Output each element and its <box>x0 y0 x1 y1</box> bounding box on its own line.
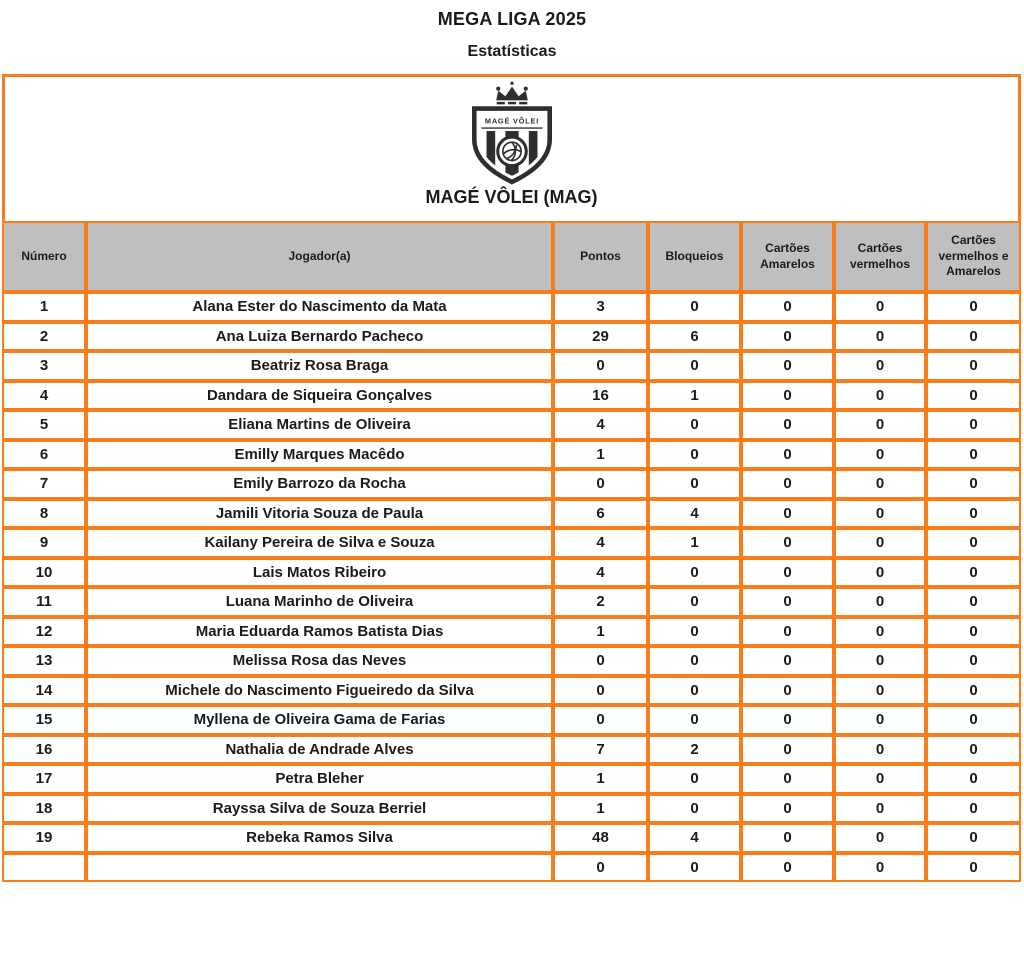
player-name-cell: Lais Matos Ribeiro <box>86 558 553 588</box>
page-subtitle: Estatísticas <box>467 43 557 60</box>
stat-cell: 1 <box>553 617 648 647</box>
stat-cell: 0 <box>553 469 648 499</box>
player-name-cell: Emily Barrozo da Rocha <box>86 469 553 499</box>
stat-cell: 0 <box>741 853 834 883</box>
stat-cell: 0 <box>834 853 926 883</box>
player-number-cell: 14 <box>2 676 86 706</box>
stat-cell: 0 <box>926 469 1021 499</box>
player-number-cell: 12 <box>2 617 86 647</box>
stat-cell: 0 <box>834 410 926 440</box>
stat-cell: 0 <box>834 676 926 706</box>
stat-cell: 0 <box>834 499 926 529</box>
stat-cell: 0 <box>553 676 648 706</box>
stat-cell: 0 <box>834 381 926 411</box>
stat-cell: 0 <box>741 705 834 735</box>
player-name-cell: Maria Eduarda Ramos Batista Dias <box>86 617 553 647</box>
stat-cell: 1 <box>553 764 648 794</box>
crown-icon <box>496 82 528 105</box>
table-row <box>2 705 1021 735</box>
stat-cell: 0 <box>926 528 1021 558</box>
player-number-cell: 9 <box>2 528 86 558</box>
crest-text: MAGÉ VÔLEI <box>484 116 539 126</box>
player-name-cell: Melissa Rosa das Neves <box>86 646 553 676</box>
player-number-cell: 10 <box>2 558 86 588</box>
stat-cell: 0 <box>926 499 1021 529</box>
page-title: MEGA LIGA 2025 <box>437 9 587 29</box>
player-name-cell: Kailany Pereira de Silva e Souza <box>86 528 553 558</box>
player-number-cell: 13 <box>2 646 86 676</box>
stat-cell: 0 <box>648 587 741 617</box>
player-name-cell: Michele do Nascimento Figueiredo da Silva <box>86 676 553 706</box>
stat-cell: 0 <box>741 381 834 411</box>
table-row <box>2 410 1021 440</box>
stat-cell: 0 <box>741 292 834 322</box>
player-name-cell: Nathalia de Andrade Alves <box>86 735 553 765</box>
stat-cell: 0 <box>926 794 1021 824</box>
stat-cell: 0 <box>834 322 926 352</box>
stat-cell: 0 <box>648 558 741 588</box>
player-number-cell: 1 <box>2 292 86 322</box>
table-row <box>2 528 1021 558</box>
stat-cell: 0 <box>926 558 1021 588</box>
stat-cell: 0 <box>926 322 1021 352</box>
column-header: Cartões Amarelos <box>741 221 834 292</box>
stat-cell: 0 <box>926 676 1021 706</box>
stat-cell: 1 <box>648 381 741 411</box>
column-header: Bloqueios <box>648 221 741 292</box>
table-row <box>2 794 1021 824</box>
stat-cell: 0 <box>834 646 926 676</box>
stat-cell: 0 <box>741 646 834 676</box>
stat-cell: 29 <box>553 322 648 352</box>
stats-sheet <box>2 74 1021 882</box>
player-number-cell: 6 <box>2 440 86 470</box>
player-number-cell: 5 <box>2 410 86 440</box>
stat-cell: 0 <box>741 528 834 558</box>
stat-cell: 0 <box>834 705 926 735</box>
table-row <box>2 440 1021 470</box>
stat-cell: 0 <box>834 794 926 824</box>
stat-cell: 0 <box>834 440 926 470</box>
stat-cell: 0 <box>553 705 648 735</box>
table-row <box>2 322 1021 352</box>
table-row <box>2 735 1021 765</box>
mage-volei-crest-icon <box>466 80 558 186</box>
stat-cell: 0 <box>926 646 1021 676</box>
table-row <box>2 823 1021 853</box>
table-row <box>2 292 1021 322</box>
volleyball-icon <box>497 137 526 166</box>
table-row <box>2 499 1021 529</box>
player-number-cell: 2 <box>2 322 86 352</box>
player-name-cell: Luana Marinho de Oliveira <box>86 587 553 617</box>
player-name-cell: Beatriz Rosa Braga <box>86 351 553 381</box>
stat-cell: 0 <box>926 823 1021 853</box>
stat-cell: 2 <box>648 735 741 765</box>
player-name-cell: Alana Ester do Nascimento da Mata <box>86 292 553 322</box>
table-row <box>2 587 1021 617</box>
stat-cell: 0 <box>553 351 648 381</box>
stat-cell: 0 <box>741 410 834 440</box>
stat-cell: 0 <box>926 587 1021 617</box>
player-name-cell: Rebeka Ramos Silva <box>86 823 553 853</box>
stat-cell: 0 <box>741 499 834 529</box>
stat-cell: 0 <box>834 617 926 647</box>
stat-cell: 0 <box>648 440 741 470</box>
stat-cell: 0 <box>648 646 741 676</box>
stat-cell: 0 <box>648 469 741 499</box>
stats-table-body <box>2 292 1021 882</box>
stat-cell: 0 <box>926 292 1021 322</box>
player-name-cell: Eliana Martins de Oliveira <box>86 410 553 440</box>
stat-cell: 4 <box>553 558 648 588</box>
stat-cell: 0 <box>648 705 741 735</box>
stat-cell: 0 <box>926 735 1021 765</box>
stat-cell: 1 <box>553 440 648 470</box>
stat-cell: 0 <box>834 558 926 588</box>
column-header: Número <box>2 221 86 292</box>
table-row <box>2 351 1021 381</box>
table-row <box>2 853 1021 883</box>
stat-cell: 0 <box>926 440 1021 470</box>
stat-cell: 0 <box>648 676 741 706</box>
stat-cell: 1 <box>553 794 648 824</box>
stat-cell: 0 <box>648 410 741 440</box>
player-name-cell: Dandara de Siqueira Gonçalves <box>86 381 553 411</box>
table-row <box>2 558 1021 588</box>
stat-cell: 0 <box>926 410 1021 440</box>
stat-cell: 0 <box>741 823 834 853</box>
stat-cell: 0 <box>648 351 741 381</box>
table-row <box>2 646 1021 676</box>
column-header: Jogador(a) <box>86 221 553 292</box>
player-name-cell: Rayssa Silva de Souza Berriel <box>86 794 553 824</box>
player-number-cell: 7 <box>2 469 86 499</box>
player-name-cell: Emilly Marques Macêdo <box>86 440 553 470</box>
player-name-cell <box>86 853 553 883</box>
stat-cell: 16 <box>553 381 648 411</box>
stat-cell: 0 <box>741 351 834 381</box>
stat-cell: 3 <box>553 292 648 322</box>
stat-cell: 0 <box>926 617 1021 647</box>
player-number-cell: 18 <box>2 794 86 824</box>
stat-cell: 0 <box>648 292 741 322</box>
stat-cell: 0 <box>741 469 834 499</box>
stat-cell: 0 <box>741 558 834 588</box>
player-name-cell: Petra Bleher <box>86 764 553 794</box>
stat-cell: 0 <box>926 853 1021 883</box>
stat-cell: 0 <box>741 735 834 765</box>
table-row <box>2 676 1021 706</box>
stat-cell: 4 <box>553 410 648 440</box>
stat-cell: 0 <box>834 469 926 499</box>
stat-cell: 0 <box>553 853 648 883</box>
stat-cell: 0 <box>741 322 834 352</box>
player-number-cell: 17 <box>2 764 86 794</box>
stat-cell: 0 <box>741 764 834 794</box>
stat-cell: 0 <box>741 587 834 617</box>
player-number-cell: 16 <box>2 735 86 765</box>
stat-cell: 0 <box>926 351 1021 381</box>
stat-cell: 4 <box>648 499 741 529</box>
stat-cell: 6 <box>553 499 648 529</box>
stat-cell: 0 <box>834 528 926 558</box>
stat-cell: 0 <box>834 823 926 853</box>
player-number-cell: 3 <box>2 351 86 381</box>
stat-cell: 0 <box>834 351 926 381</box>
player-name-cell: Myllena de Oliveira Gama de Farias <box>86 705 553 735</box>
stat-cell: 0 <box>648 617 741 647</box>
stat-cell: 7 <box>553 735 648 765</box>
stat-cell: 0 <box>926 764 1021 794</box>
stat-cell: 0 <box>834 764 926 794</box>
stat-cell: 4 <box>648 823 741 853</box>
stat-cell: 0 <box>741 440 834 470</box>
stat-cell: 0 <box>926 705 1021 735</box>
player-name-cell: Jamili Vitoria Souza de Paula <box>86 499 553 529</box>
stat-cell: 48 <box>553 823 648 853</box>
player-number-cell <box>2 853 86 883</box>
stat-cell: 2 <box>553 587 648 617</box>
stats-table <box>2 221 1021 882</box>
stats-header-row <box>2 221 1021 292</box>
stat-cell: 4 <box>553 528 648 558</box>
stat-cell: 0 <box>648 764 741 794</box>
table-row <box>2 617 1021 647</box>
team-header-box <box>2 74 1021 224</box>
stat-cell: 0 <box>553 646 648 676</box>
stat-cell: 0 <box>926 381 1021 411</box>
player-number-cell: 19 <box>2 823 86 853</box>
player-number-cell: 15 <box>2 705 86 735</box>
stat-cell: 6 <box>648 322 741 352</box>
stat-cell: 0 <box>834 735 926 765</box>
player-number-cell: 4 <box>2 381 86 411</box>
table-row <box>2 469 1021 499</box>
player-number-cell: 11 <box>2 587 86 617</box>
table-row <box>2 381 1021 411</box>
player-number-cell: 8 <box>2 499 86 529</box>
column-header: Cartões vermelhos e Amarelos <box>926 221 1021 292</box>
stat-cell: 0 <box>741 617 834 647</box>
stat-cell: 0 <box>741 794 834 824</box>
table-row <box>2 764 1021 794</box>
stat-cell: 0 <box>648 853 741 883</box>
stat-cell: 0 <box>741 676 834 706</box>
team-name: MAGÉ VÔLEI (MAG) <box>425 187 598 207</box>
column-header: Pontos <box>553 221 648 292</box>
stat-cell: 0 <box>834 587 926 617</box>
stat-cell: 0 <box>834 292 926 322</box>
stat-cell: 0 <box>648 794 741 824</box>
column-header: Cartões vermelhos <box>834 221 926 292</box>
player-name-cell: Ana Luiza Bernardo Pacheco <box>86 322 553 352</box>
stat-cell: 1 <box>648 528 741 558</box>
